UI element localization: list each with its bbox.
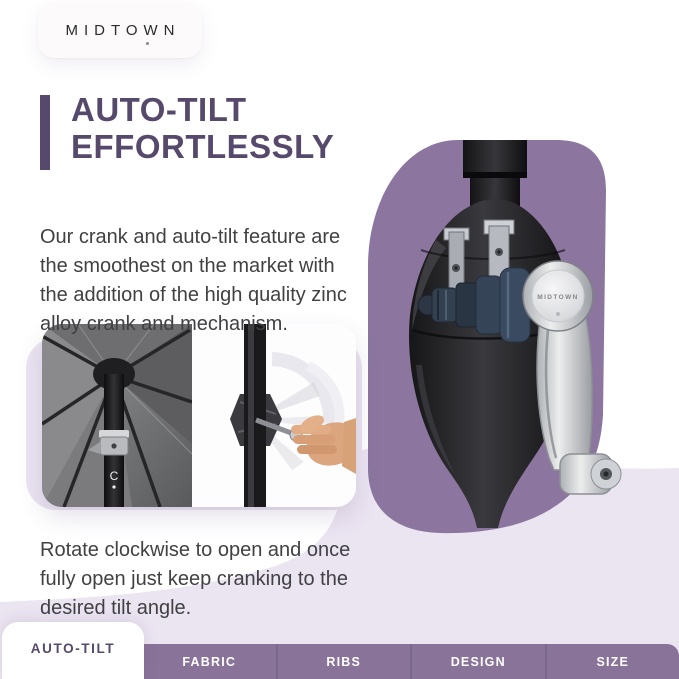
page-title-line1: AUTO-TILT [71,91,247,128]
nav-tab-design[interactable]: DESIGN [410,644,545,679]
brand-logo-card [38,2,202,58]
brand-logo-text: MIDTOWN [65,21,181,39]
page-title-line2: EFFORTLESSLY [71,128,335,165]
page-title [71,91,334,170]
intro-paragraph: Our crank and auto-tilt feature are the smoothest on the market with the addition of the high quality zinc alloy crank and mechanism. [40,226,347,335]
logo-dot [146,42,149,45]
instruction-paragraph: Rotate clockwise to open and once fully open just keep cranking to the desired tilt angle. [40,539,351,619]
crank-cap-label: MIDTOWN [537,294,579,301]
crank-cap [523,261,593,331]
crank-handle [537,312,621,494]
headline-accent-bar [40,95,50,170]
nav-tab-ribs[interactable]: RIBS [276,644,411,679]
pole-marking: C [109,469,119,483]
nav-tab-fabric[interactable]: FABRIC [182,654,237,669]
nav-tab-size[interactable]: SIZE [545,644,679,679]
nav-tab-auto-tilt-active[interactable] [2,622,144,679]
active-tab-label: AUTO-TILT [30,641,116,656]
bottom-nav-bar [143,644,679,679]
headline-block [40,91,335,170]
